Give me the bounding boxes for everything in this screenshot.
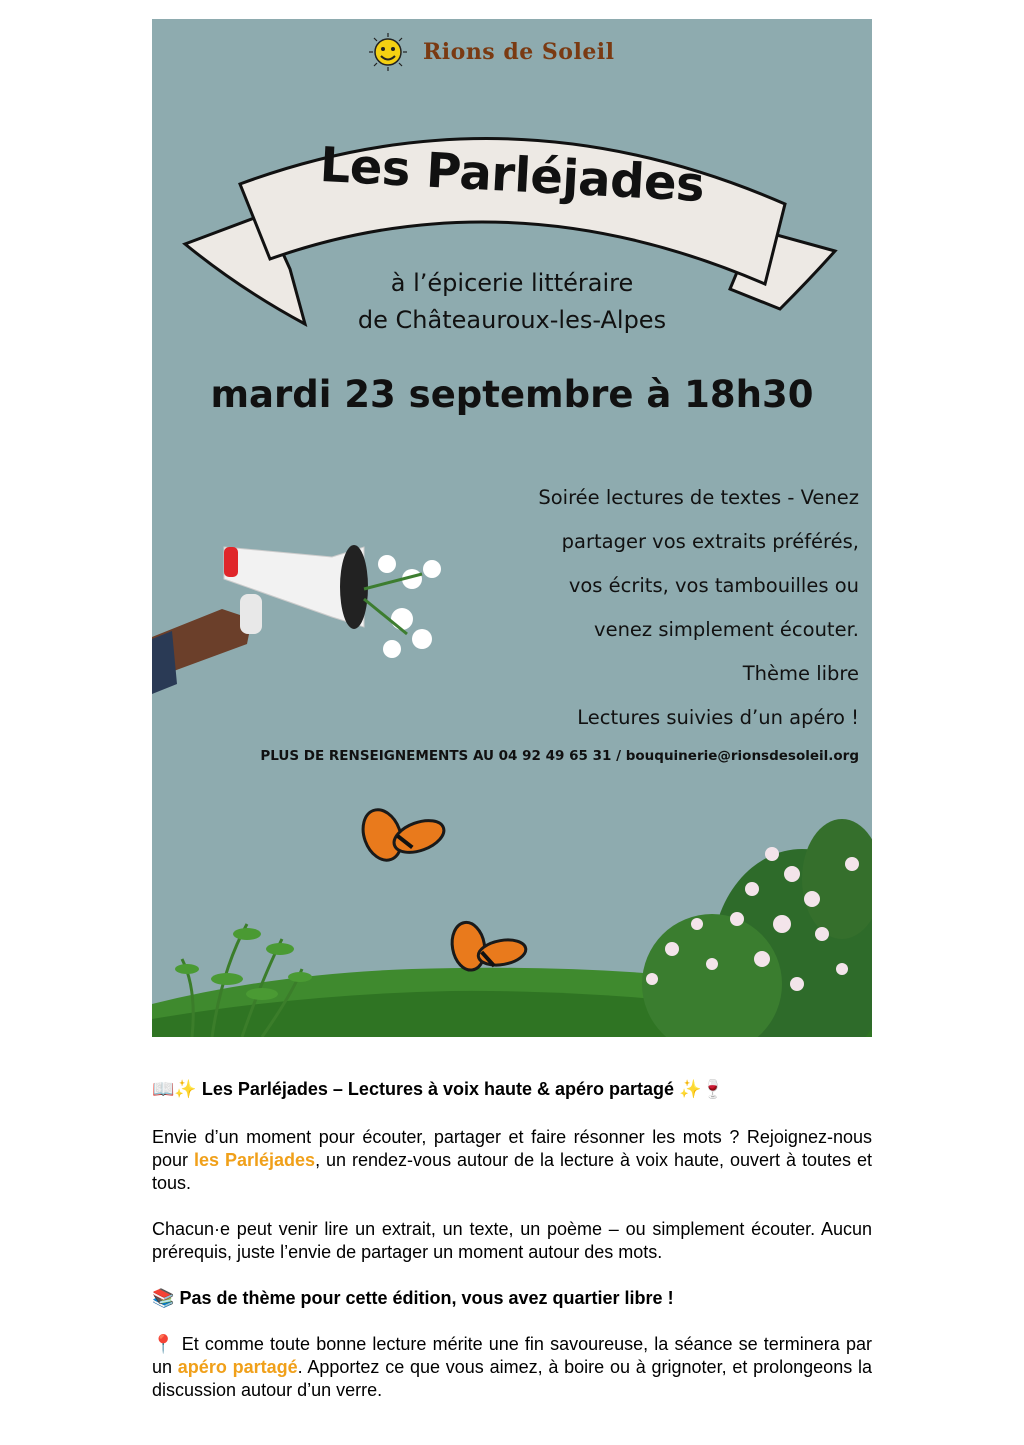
event-poster: [152, 19, 872, 1037]
description-line: Thème libre: [742, 662, 859, 685]
description-line: partager vos extraits préférés,: [561, 530, 859, 553]
books-icon: 📚: [152, 1288, 175, 1309]
book-sparkles-icon: 📖✨: [152, 1079, 197, 1100]
description-line: Lectures suivies d’un apéro !: [577, 706, 859, 729]
white-flowers: [378, 555, 441, 658]
paragraph-theme: [152, 1287, 872, 1310]
pin-icon: 📍: [152, 1334, 176, 1355]
megaphone-illustration: [152, 545, 368, 694]
poster-title: Les Parléjades: [318, 136, 706, 214]
description-line: venez simplement écouter.: [594, 618, 859, 641]
butterfly-2: [449, 913, 528, 973]
article-headline: [152, 1078, 872, 1101]
rions-de-soleil-logo: [367, 31, 615, 73]
logo-text: Rions de Soleil: [423, 39, 615, 65]
paragraph-apero: [152, 1333, 872, 1402]
sun-logo-icon: [367, 31, 409, 73]
paragraph-participation: Chacun·e peut venir lire un extrait, un texte, un poème – ou simplement écouter. Aucun prérequis, juste l’envie de partager un moment autour des mots.: [152, 1219, 872, 1262]
text-span: . Apportez ce que vous aimez, à boire ou à grignoter, et prolongeons la discussion autour d’un verre.: [152, 1357, 872, 1400]
highlight-parlejades: les Parléjades: [194, 1150, 316, 1170]
article-body: [152, 1078, 872, 1425]
event-date: mardi 23 septembre à 18h30: [210, 373, 814, 416]
headline-text: Les Parléjades – Lectures à voix haute & apéro partagé: [201, 1079, 675, 1099]
description-line: Soirée lectures de textes - Venez: [538, 486, 859, 509]
venue-line-1: à l’épicerie littéraire: [390, 269, 634, 297]
text-span: Et comme toute bonne lecture mérite une fin savoureuse, la séance se terminera par un: [152, 1334, 872, 1377]
text-span: , un rendez-vous autour de la lecture à voix haute, ouvert à toutes et tous.: [152, 1150, 872, 1193]
paragraph-intro: [152, 1126, 872, 1195]
contact-info: PLUS DE RENSEIGNEMENTS AU 04 92 49 65 31 / bouquinerie@rionsdesoleil.org: [260, 748, 859, 764]
flower-bush: [642, 819, 872, 1037]
highlight-apero: apéro partagé: [177, 1357, 298, 1377]
sparkles-wine-icon: ✨🍷: [679, 1079, 724, 1100]
text-span: Envie d’un moment pour écouter, partager et faire résonner les mots ? Rejoignez-nous pour: [152, 1127, 872, 1170]
description-line: vos écrits, vos tambouilles ou: [568, 574, 859, 597]
event-description: [538, 483, 859, 747]
butterfly-1: [356, 790, 448, 867]
theme-text: Pas de thème pour cette édition, vous avez quartier libre !: [179, 1288, 674, 1308]
venue-line-2: de Châteauroux-les-Alpes: [357, 306, 667, 334]
